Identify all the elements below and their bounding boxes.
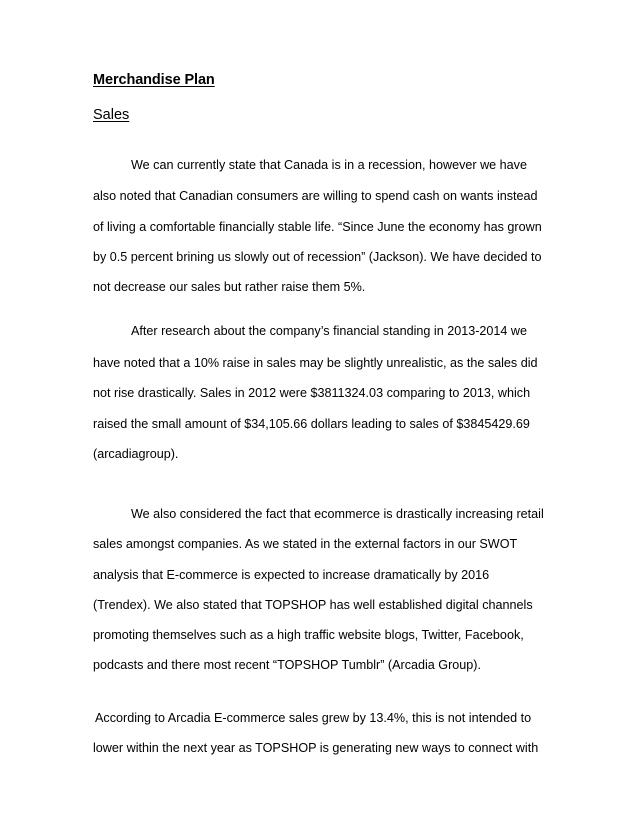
paragraph-line: not decrease our sales but rather raise them 5%. <box>93 280 366 294</box>
paragraph-line: promoting themselves such as a high traffic website blogs, Twitter, Facebook, <box>93 628 524 642</box>
paragraph-line: lower within the next year as TOPSHOP is generating new ways to connect with <box>93 741 539 755</box>
paragraph-line: podcasts and there most recent “TOPSHOP Tumblr” (Arcadia Group). <box>93 658 481 672</box>
paragraph-line: We can currently state that Canada is in a recession, however we have <box>131 158 527 172</box>
paragraph-line: (arcadiagroup). <box>93 447 179 461</box>
paragraph-line: of living a comfortable financially stable life. “Since June the economy has grown <box>93 220 542 234</box>
paragraph-line: not rise drastically. Sales in 2012 were $3811324.03 comparing to 2013, which <box>93 386 531 400</box>
paragraph-line: According to Arcadia E-commerce sales grew by 13.4%, this is not intended to <box>95 711 532 725</box>
section-heading-sales: Sales <box>93 107 130 123</box>
paragraph-line: analysis that E-commerce is expected to increase dramatically by 2016 <box>93 568 490 582</box>
paragraph-line: also noted that Canadian consumers are willing to spend cash on wants instead <box>93 189 538 203</box>
document-title: Merchandise Plan <box>93 72 215 88</box>
paragraph-line: have noted that a 10% raise in sales may be slightly unrealistic, as the sales did <box>93 356 538 370</box>
paragraph-line: by 0.5 percent brining us slowly out of recession” (Jackson). We have decided to <box>93 250 542 264</box>
paragraph-line: raised the small amount of $34,105.66 dollars leading to sales of $3845429.69 <box>93 417 530 431</box>
paragraph-line: We also considered the fact that ecommerce is drastically increasing retail <box>131 507 544 521</box>
paragraph-line: (Trendex). We also stated that TOPSHOP has well established digital channels <box>93 598 533 612</box>
paragraph-line: After research about the company’s financial standing in 2013-2014 we <box>131 324 528 338</box>
paragraph-line: sales amongst companies. As we stated in the external factors in our SWOT <box>93 537 518 551</box>
